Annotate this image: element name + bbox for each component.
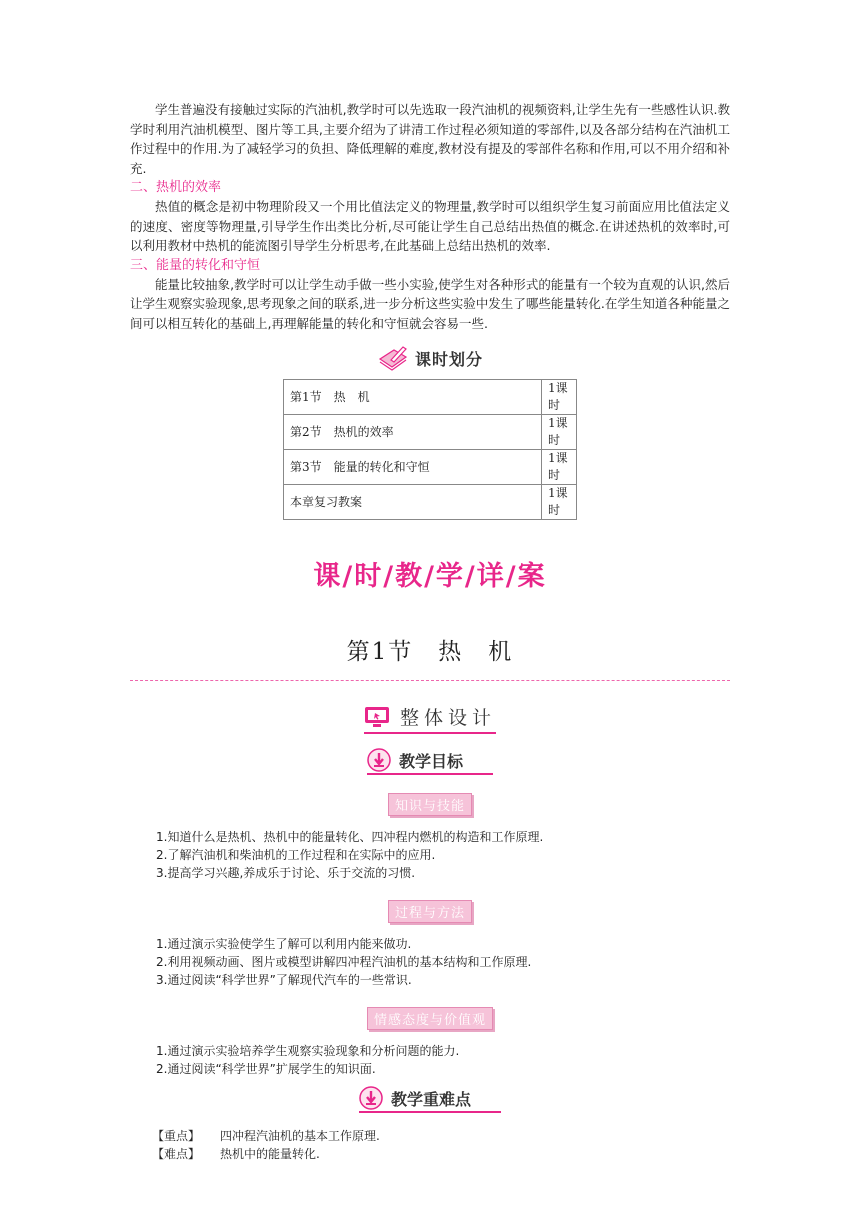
energy-paragraph: 能量比较抽象,教学时可以让学生动手做一些小实验,使学生对各种形式的能量有一个较为直观的认识,然后让学生观察实验现象,思考现象之间的联系,进一步分析这些实验中发生了哪些能量转化.在学生知道各种能量之间可以相互转化的基础上,再理解能量的转化和守恒就会容易一些. [130,276,730,331]
list-item: 2.了解汽油机和柴油机的工作过程和在实际中的应用. [156,848,436,862]
key-point-row [152,1127,730,1145]
notebook-pen-icon [377,345,409,371]
list-item: 3.通过阅读“科学世界”了解现代汽车的一些常识. [156,973,412,987]
key-point-label: 【重点】 [152,1129,201,1143]
attitude-values-list [130,1042,730,1078]
process-method-list [130,935,730,989]
lesson-name-cell: 第1节 热 机 [284,380,542,415]
document-page [130,100,730,1163]
key-difficult-points-heading [130,1086,730,1113]
difficult-point-label: 【难点】 [152,1147,201,1161]
difficult-point-row [152,1145,730,1163]
list-item: 3.提高学习兴趣,养成乐于讨论、乐于交流的习惯. [156,866,416,880]
lesson-title: 第1节 热 机 [346,639,514,665]
lesson-hours-cell: 1课时 [542,450,577,485]
list-item: 1.知道什么是热机、热机中的能量转化、四冲程内燃机的构造和工作原理. [156,830,544,844]
teaching-goals-heading [130,748,730,775]
dotted-divider [130,680,730,681]
key-difficult-points-text: 教学重难点 [390,1089,471,1109]
lesson-hours-cell: 1课时 [542,380,577,415]
schedule-table [283,379,577,520]
efficiency-paragraph: 热值的概念是初中物理阶段又一个用比值法定义的物理量,教学时可以组织学生复习前面应用比值法定义的速度、密度等物理量,引导学生作出类比分析,尽可能让学生自己总结出热值的概念.在讲述热机的效率时,可以利用教材中热机的能流图引导学生分析思考,在此基础上总结出热机的效率. [130,199,730,253]
table-row [284,380,577,415]
list-item: 2.通过阅读“科学世界”扩展学生的知识面. [156,1062,376,1076]
teaching-goals-text: 教学目标 [398,751,463,771]
list-item: 1.通过演示实验培养学生观察实验现象和分析问题的能力. [156,1044,460,1058]
difficult-point-text: 热机中的能量转化. [220,1147,320,1161]
schedule-heading [130,345,730,371]
detailed-lesson-plan-title: 课/时/教/学/详/案 [313,561,547,592]
attitude-values-tag: 情感态度与价值观 [367,1007,493,1030]
lesson-hours-cell: 1课时 [542,485,577,520]
knowledge-skills-tag: 知识与技能 [388,793,472,816]
down-arrow-circle-icon [367,748,391,772]
section-heading-efficiency: 二、热机的效率 [130,180,222,195]
list-item: 2.利用视频动画、图片或模型讲解四冲程汽油机的基本结构和工作原理. [156,955,532,969]
key-point-text: 四冲程汽油机的基本工作原理. [220,1129,380,1143]
lesson-name-cell: 第3节 能量的转化和守恒 [284,450,542,485]
list-item: 1.通过演示实验使学生了解可以利用内能来做功. [156,937,412,951]
monitor-icon [364,706,390,728]
schedule-heading-text: 课时划分 [414,349,483,369]
section-heading-energy: 三、能量的转化和守恒 [130,257,261,273]
table-row [284,415,577,450]
intro-paragraph: 学生普遍没有接触过实际的汽油机,教学时可以先选取一段汽油机的视频资料,让学生先有一些感性认识.教学时利用汽油机模型、图片等工具,主要介绍为了讲清工作过程必须知道的零部件,以及各部分结构在汽油机工作过程中的作用.为了减轻学习的负担、降低理解的难度,教材没有提及的零部件名称和作用,可以不用介绍和补充. [130,102,730,176]
lesson-hours-cell: 1课时 [542,415,577,450]
overall-design-text: 整体设计 [399,707,496,729]
knowledge-skills-list [130,828,730,882]
lesson-name-cell: 本章复习教案 [284,485,542,520]
table-row [284,485,577,520]
table-row [284,450,577,485]
key-points-list [130,1127,730,1163]
down-arrow-circle-icon [359,1086,383,1110]
overall-design-heading [130,703,730,734]
lesson-name-cell: 第2节 热机的效率 [284,415,542,450]
process-method-tag: 过程与方法 [388,900,472,923]
